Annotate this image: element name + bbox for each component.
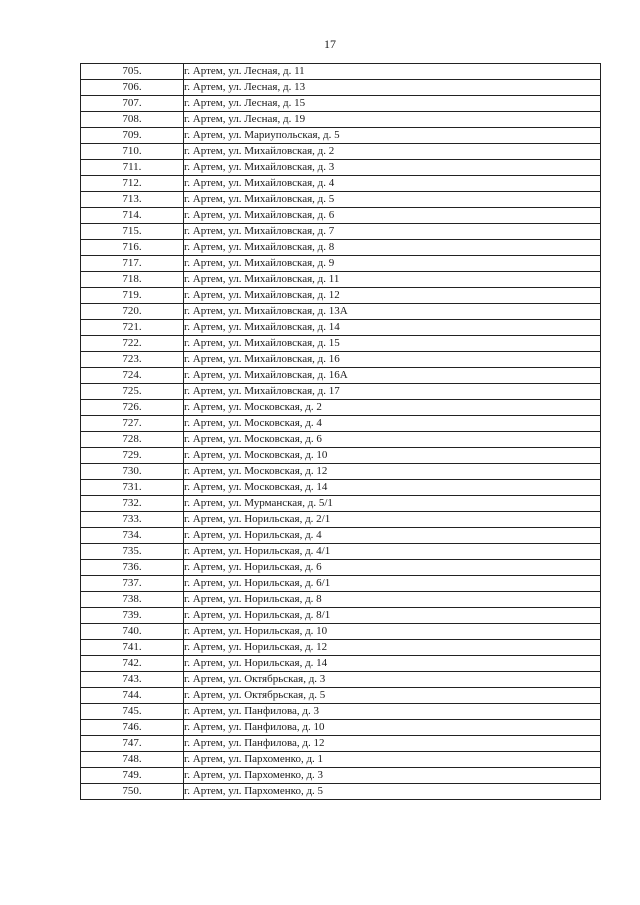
row-number-cell: 736.: [81, 560, 184, 576]
table-row: [81, 432, 601, 448]
table-row: [81, 240, 601, 256]
address-cell: г. Артем, ул. Лесная, д. 19: [184, 112, 601, 128]
address-cell: г. Артем, ул. Норильская, д. 8/1: [184, 608, 601, 624]
row-number-cell: 707.: [81, 96, 184, 112]
row-number-cell: 731.: [81, 480, 184, 496]
address-cell: г. Артем, ул. Михайловская, д. 5: [184, 192, 601, 208]
address-cell: г. Артем, ул. Октябрьская, д. 3: [184, 672, 601, 688]
row-number-cell: 716.: [81, 240, 184, 256]
row-number-cell: 724.: [81, 368, 184, 384]
table-row: [81, 736, 601, 752]
row-number-cell: 710.: [81, 144, 184, 160]
table-row: [81, 128, 601, 144]
row-number-cell: 717.: [81, 256, 184, 272]
table-row: [81, 176, 601, 192]
row-number-cell: 746.: [81, 720, 184, 736]
table-row: [81, 416, 601, 432]
row-number-cell: 729.: [81, 448, 184, 464]
row-number-cell: 750.: [81, 784, 184, 800]
address-cell: г. Артем, ул. Пархоменко, д. 3: [184, 768, 601, 784]
table-row: [81, 768, 601, 784]
address-cell: г. Артем, ул. Московская, д. 12: [184, 464, 601, 480]
address-cell: г. Артем, ул. Пархоменко, д. 5: [184, 784, 601, 800]
table-row: [81, 224, 601, 240]
table-row: [81, 784, 601, 800]
address-cell: г. Артем, ул. Михайловская, д. 9: [184, 256, 601, 272]
row-number-cell: 747.: [81, 736, 184, 752]
table-row: [81, 624, 601, 640]
address-cell: г. Артем, ул. Михайловская, д. 12: [184, 288, 601, 304]
address-cell: г. Артем, ул. Октябрьская, д. 5: [184, 688, 601, 704]
address-cell: г. Артем, ул. Норильская, д. 8: [184, 592, 601, 608]
row-number-cell: 719.: [81, 288, 184, 304]
row-number-cell: 738.: [81, 592, 184, 608]
table-row: [81, 64, 601, 80]
row-number-cell: 726.: [81, 400, 184, 416]
row-number-cell: 741.: [81, 640, 184, 656]
table-row: [81, 640, 601, 656]
address-cell: г. Артем, ул. Михайловская, д. 7: [184, 224, 601, 240]
row-number-cell: 733.: [81, 512, 184, 528]
address-cell: г. Артем, ул. Лесная, д. 15: [184, 96, 601, 112]
table-row: [81, 720, 601, 736]
address-cell: г. Артем, ул. Михайловская, д. 13А: [184, 304, 601, 320]
table-row: [81, 352, 601, 368]
table-row: [81, 592, 601, 608]
table-row: [81, 608, 601, 624]
table-row: [81, 480, 601, 496]
row-number-cell: 711.: [81, 160, 184, 176]
address-cell: г. Артем, ул. Лесная, д. 11: [184, 64, 601, 80]
row-number-cell: 749.: [81, 768, 184, 784]
address-cell: г. Артем, ул. Норильская, д. 12: [184, 640, 601, 656]
address-cell: г. Артем, ул. Норильская, д. 10: [184, 624, 601, 640]
table-row: [81, 464, 601, 480]
table-row: [81, 304, 601, 320]
row-number-cell: 730.: [81, 464, 184, 480]
table-row: [81, 672, 601, 688]
row-number-cell: 721.: [81, 320, 184, 336]
address-cell: г. Артем, ул. Пархоменко, д. 1: [184, 752, 601, 768]
row-number-cell: 720.: [81, 304, 184, 320]
address-table: [80, 63, 601, 800]
table-row: [81, 704, 601, 720]
row-number-cell: 708.: [81, 112, 184, 128]
table-row: [81, 80, 601, 96]
address-cell: г. Артем, ул. Панфилова, д. 10: [184, 720, 601, 736]
row-number-cell: 743.: [81, 672, 184, 688]
table-row: [81, 528, 601, 544]
address-cell: г. Артем, ул. Мурманская, д. 5/1: [184, 496, 601, 512]
table-row: [81, 656, 601, 672]
address-cell: г. Артем, ул. Михайловская, д. 11: [184, 272, 601, 288]
address-cell: г. Артем, ул. Михайловская, д. 3: [184, 160, 601, 176]
address-cell: г. Артем, ул. Норильская, д. 6/1: [184, 576, 601, 592]
address-cell: г. Артем, ул. Норильская, д. 14: [184, 656, 601, 672]
address-cell: г. Артем, ул. Михайловская, д. 15: [184, 336, 601, 352]
address-cell: г. Артем, ул. Михайловская, д. 16А: [184, 368, 601, 384]
row-number-cell: 727.: [81, 416, 184, 432]
table-row: [81, 144, 601, 160]
row-number-cell: 722.: [81, 336, 184, 352]
table-row: [81, 96, 601, 112]
address-cell: г. Артем, ул. Московская, д. 14: [184, 480, 601, 496]
table-row: [81, 512, 601, 528]
address-cell: г. Артем, ул. Панфилова, д. 12: [184, 736, 601, 752]
row-number-cell: 712.: [81, 176, 184, 192]
table-row: [81, 256, 601, 272]
page-number: 17: [324, 37, 336, 51]
row-number-cell: 737.: [81, 576, 184, 592]
row-number-cell: 740.: [81, 624, 184, 640]
row-number-cell: 713.: [81, 192, 184, 208]
row-number-cell: 745.: [81, 704, 184, 720]
row-number-cell: 705.: [81, 64, 184, 80]
row-number-cell: 706.: [81, 80, 184, 96]
row-number-cell: 725.: [81, 384, 184, 400]
row-number-cell: 748.: [81, 752, 184, 768]
table-row: [81, 112, 601, 128]
row-number-cell: 718.: [81, 272, 184, 288]
table-row: [81, 368, 601, 384]
table-row: [81, 448, 601, 464]
address-cell: г. Артем, ул. Московская, д. 10: [184, 448, 601, 464]
table-row: [81, 496, 601, 512]
address-cell: г. Артем, ул. Мариупольская, д. 5: [184, 128, 601, 144]
address-cell: г. Артем, ул. Панфилова, д. 3: [184, 704, 601, 720]
table-row: [81, 288, 601, 304]
address-cell: г. Артем, ул. Московская, д. 6: [184, 432, 601, 448]
table-row: [81, 400, 601, 416]
table-row: [81, 688, 601, 704]
address-cell: г. Артем, ул. Норильская, д. 2/1: [184, 512, 601, 528]
row-number-cell: 714.: [81, 208, 184, 224]
row-number-cell: 744.: [81, 688, 184, 704]
table-row: [81, 192, 601, 208]
table-row: [81, 576, 601, 592]
table-row: [81, 336, 601, 352]
row-number-cell: 742.: [81, 656, 184, 672]
table-row: [81, 272, 601, 288]
address-cell: г. Артем, ул. Михайловская, д. 17: [184, 384, 601, 400]
table-row: [81, 160, 601, 176]
table-row: [81, 560, 601, 576]
row-number-cell: 723.: [81, 352, 184, 368]
address-cell: г. Артем, ул. Михайловская, д. 8: [184, 240, 601, 256]
address-cell: г. Артем, ул. Лесная, д. 13: [184, 80, 601, 96]
table-row: [81, 752, 601, 768]
row-number-cell: 709.: [81, 128, 184, 144]
address-table-body: [81, 64, 601, 800]
address-cell: г. Артем, ул. Норильская, д. 6: [184, 560, 601, 576]
row-number-cell: 735.: [81, 544, 184, 560]
row-number-cell: 728.: [81, 432, 184, 448]
table-row: [81, 544, 601, 560]
address-cell: г. Артем, ул. Михайловская, д. 4: [184, 176, 601, 192]
address-cell: г. Артем, ул. Михайловская, д. 6: [184, 208, 601, 224]
address-cell: г. Артем, ул. Норильская, д. 4: [184, 528, 601, 544]
address-cell: г. Артем, ул. Московская, д. 2: [184, 400, 601, 416]
row-number-cell: 715.: [81, 224, 184, 240]
table-row: [81, 384, 601, 400]
address-cell: г. Артем, ул. Норильская, д. 4/1: [184, 544, 601, 560]
table-row: [81, 208, 601, 224]
table-row: [81, 320, 601, 336]
address-cell: г. Артем, ул. Московская, д. 4: [184, 416, 601, 432]
address-cell: г. Артем, ул. Михайловская, д. 14: [184, 320, 601, 336]
address-cell: г. Артем, ул. Михайловская, д. 16: [184, 352, 601, 368]
row-number-cell: 739.: [81, 608, 184, 624]
address-cell: г. Артем, ул. Михайловская, д. 2: [184, 144, 601, 160]
row-number-cell: 732.: [81, 496, 184, 512]
row-number-cell: 734.: [81, 528, 184, 544]
